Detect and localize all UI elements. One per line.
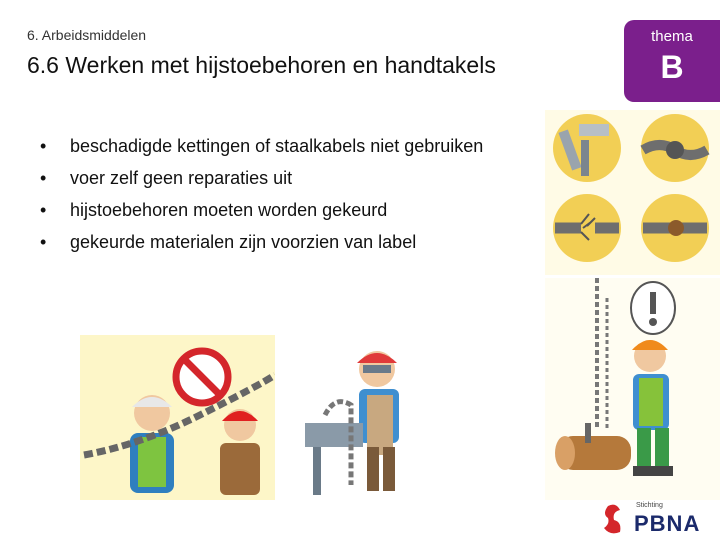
theme-badge	[624, 20, 720, 102]
prohibition-sign-icon	[176, 351, 228, 403]
list-item-text: gekeurde materialen zijn voorzien van label	[70, 232, 417, 252]
bullet-icon: •	[40, 200, 47, 220]
theme-badge-label: thema	[651, 28, 693, 45]
list-item	[40, 162, 483, 194]
bullet-icon: •	[40, 232, 47, 252]
exclamation-icon	[649, 292, 657, 326]
list-item-text: beschadigde kettingen of staalkabels niet gebruiken	[70, 136, 484, 156]
list-item-text: voer zelf geen reparaties uit	[70, 168, 293, 188]
theme-badge-letter: B	[660, 49, 684, 85]
pbna-logo-mark	[600, 502, 632, 536]
pbna-tagline: Stichting	[636, 502, 663, 509]
bullet-icon: •	[40, 168, 47, 188]
bullet-list	[40, 130, 483, 258]
page-title: 6.6 Werken met hijstoebehoren en handtakels	[27, 52, 496, 78]
chain-hoist-illustration	[545, 278, 720, 500]
list-item	[40, 226, 483, 258]
damaged-cable-illustration	[545, 110, 720, 275]
pbna-logo	[600, 502, 715, 536]
breadcrumb: 6. Arbeidsmiddelen	[27, 27, 147, 43]
repair-illustration	[295, 335, 430, 500]
list-item-text: hijstoebehoren moeten worden gekeurd	[70, 200, 388, 220]
bullet-icon: •	[40, 136, 47, 156]
list-item	[40, 130, 483, 162]
pbna-wordmark: PBNA	[634, 511, 701, 536]
prohibition-illustration	[80, 335, 275, 500]
list-item	[40, 194, 483, 226]
